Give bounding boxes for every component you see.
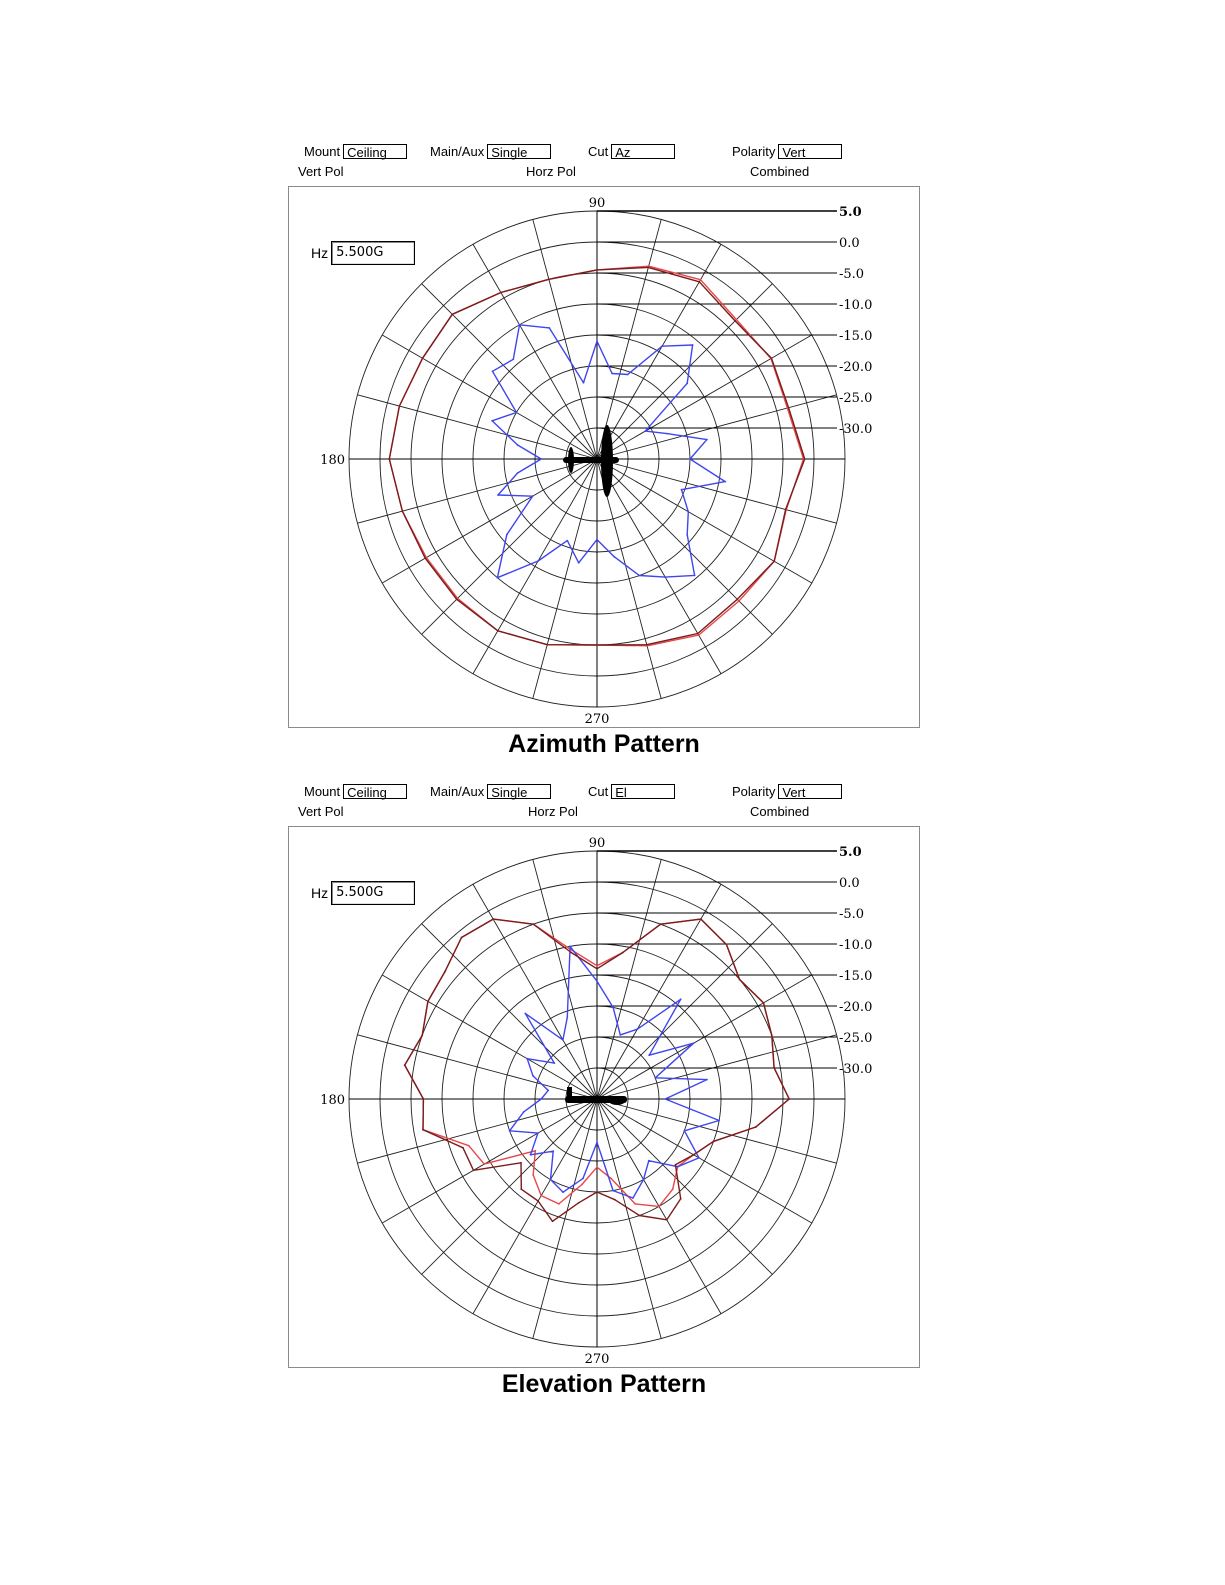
data-point [666,1219,668,1221]
data-point [500,292,502,294]
data-point [771,357,773,359]
radial-tick-label: -25.0 [839,391,873,406]
data-point [773,560,775,562]
data-point [497,577,499,579]
data-point [724,481,726,483]
data-point [516,412,518,414]
azimuth-plot [288,186,920,728]
data-point [610,1178,612,1180]
data-point [689,458,691,460]
polarity-label: Polarity [732,784,776,799]
radial-tick-label: -30.0 [839,1062,873,1077]
radial-tick-label: -20.0 [839,1000,873,1015]
data-point [422,1129,424,1131]
data-point [647,267,649,269]
data-point [700,279,702,281]
data-point [547,1090,549,1092]
azimuth-polar-chart [289,187,921,729]
aircraft-icon [565,1087,627,1105]
data-point [532,1075,534,1077]
data-point [664,576,666,578]
data-point [569,946,571,948]
radial-tick-label: 0.0 [839,236,860,251]
data-point [517,472,519,474]
data-point [693,1154,695,1156]
elevation-polar-chart [289,827,921,1369]
data-point [614,1199,616,1201]
data-point [632,1197,634,1199]
data-point [771,1035,773,1037]
data-point [497,630,499,632]
data-point [423,1098,425,1100]
main-aux-control[interactable] [430,144,551,159]
data-point [492,370,494,372]
data-point [622,952,624,954]
data-point [736,319,738,321]
mount-field[interactable]: Ceiling [343,784,407,799]
data-point [788,407,790,409]
data-point [675,1164,677,1166]
mount-field[interactable]: Ceiling [343,144,407,159]
control-row [288,140,920,164]
azimuth-panel [288,140,920,759]
data-point [654,1077,656,1079]
legend-vert-pol-label: Vert Pol [298,804,344,819]
data-point [402,510,404,512]
hz-field[interactable]: 5.500G [331,881,415,905]
data-point [785,509,787,511]
data-point [520,1188,522,1190]
data-point [698,634,700,636]
hz-control[interactable] [311,881,415,905]
data-point [532,495,534,497]
data-point [578,562,580,564]
data-point [693,1042,695,1044]
data-point [491,420,493,422]
radial-tick-label: -5.0 [839,907,865,922]
data-point [643,1179,645,1181]
data-point [686,534,688,536]
data-point [581,1184,583,1186]
data-point [583,382,585,384]
elevation-plot [288,826,920,1368]
data-point [596,539,598,541]
series-horz-pol [509,946,720,1199]
data-point [636,1028,638,1030]
polarity-label: Polarity [732,144,776,159]
hz-label: Hz [311,245,329,261]
data-point [738,600,740,602]
data-point [698,1157,700,1159]
data-point [596,1142,598,1144]
data-point [658,1206,660,1208]
data-point [578,1202,580,1204]
data-point [661,345,663,347]
radial-tick-label: 0.0 [839,876,860,891]
main-aux-label: Main/Aux [430,144,485,159]
data-point [648,1054,650,1056]
data-point [666,433,668,435]
data-point [537,560,539,562]
mount-control[interactable] [304,784,407,799]
elevation-panel [288,780,920,1399]
data-point [664,1098,666,1100]
legend-combined-label: Combined [750,164,810,179]
data-point [627,374,629,376]
data-point [644,430,646,432]
data-point [552,1220,554,1222]
data-point [596,1191,598,1193]
data-point [582,1178,584,1180]
data-point [763,1002,765,1004]
hz-control[interactable] [311,241,415,265]
legend-horz-pol-label: Horz Pol [528,804,578,819]
data-point [461,937,463,939]
data-point [734,320,736,322]
mount-label: Mount [304,784,341,799]
radial-tick-label: 5.0 [839,845,862,860]
data-point [546,644,548,646]
legend [288,804,920,822]
data-point [773,1067,775,1069]
data-point [639,1215,641,1217]
data-point [456,598,458,600]
mount-control[interactable] [304,144,407,159]
data-point [562,1039,564,1041]
radial-tick-label: -5.0 [839,267,865,282]
radial-tick-label: -15.0 [839,329,873,344]
data-point [596,980,598,982]
control-row [288,780,920,804]
data-point [540,1195,542,1197]
data-point [552,1150,554,1152]
data-point [739,979,741,981]
radial-tick-label: -15.0 [839,969,873,984]
legend [288,164,920,182]
data-point [530,1154,532,1156]
legend-combined-label: Combined [750,804,810,819]
data-point [451,313,453,315]
data-point [534,1150,536,1152]
data-point [506,534,508,536]
data-point [473,1169,475,1171]
data-point [537,1200,539,1202]
data-point [700,918,702,920]
polarity-control[interactable] [732,144,842,159]
data-point [684,1130,686,1132]
data-point [422,357,424,359]
data-point [424,557,426,559]
data-point [520,1162,522,1164]
legend-vert-pol [298,164,344,179]
data-point [427,1001,429,1003]
radial-tick-label: -10.0 [839,298,873,313]
data-point [404,1064,406,1066]
data-point [533,923,535,925]
legend-horz-pol [526,164,576,179]
legend-horz-pol-label: Horz Pol [526,164,576,179]
data-point [562,1191,564,1193]
data-point [492,918,494,920]
angle-label-270: 270 [584,1352,610,1367]
data-point [553,1062,555,1064]
data-point [512,358,514,360]
data-point [681,489,683,491]
data-point [444,971,446,973]
data-point [612,1190,614,1192]
data-point [713,1141,715,1143]
cut-control[interactable] [588,784,675,799]
angle-label-90: 90 [588,196,606,211]
legend-vert-pol [298,804,344,819]
data-point [524,1013,526,1015]
data-point [523,1111,525,1113]
data-point [680,1198,682,1200]
radial-tick-label: -25.0 [839,1031,873,1046]
data-point [537,1132,539,1134]
aircraft-tail [568,447,574,473]
mount-label: Mount [304,144,341,159]
data-point [706,439,708,441]
polarity-field[interactable]: Vert [778,784,842,799]
data-point [612,1007,614,1009]
data-point [550,1179,552,1181]
cut-field[interactable]: Az [611,144,675,159]
radial-tick-label: -20.0 [839,360,873,375]
data-point [596,1166,598,1168]
cut-control[interactable] [588,144,675,159]
cut-label: Cut [588,784,609,799]
data-point [619,1034,621,1036]
data-point [718,1120,720,1122]
aircraft-nose [609,1097,625,1105]
cut-label: Cut [588,144,609,159]
data-point [526,1058,528,1060]
data-point [596,968,598,970]
data-point [687,511,689,513]
data-point [388,458,390,460]
angle-label-180: 180 [320,453,345,468]
data-point [399,405,401,407]
radial-tick-label: -10.0 [839,938,873,953]
data-point [646,644,648,646]
data-point [566,540,568,542]
data-point [686,382,688,384]
radial-tick-label: 5.0 [839,205,862,220]
data-point [566,1017,568,1019]
data-point [483,1163,485,1165]
data-point [519,324,521,326]
data-point [706,1079,708,1081]
cut-field[interactable]: El [611,784,675,799]
hz-field[interactable]: 5.500G [331,241,415,265]
angle-label-90: 90 [588,836,606,851]
legend-combined [750,804,809,819]
data-point [660,923,662,925]
data-point [677,1166,679,1168]
aircraft-tail [567,1087,572,1097]
data-point [736,598,738,600]
radial-tick-label: -30.0 [839,422,873,437]
data-point [698,281,700,283]
angle-label-270: 270 [584,712,610,727]
data-point [540,1098,542,1100]
polarity-field[interactable]: Vert [778,144,842,159]
data-point [421,1035,423,1037]
data-point [613,556,615,558]
data-point [462,1147,464,1149]
data-point [611,373,613,375]
data-point [509,1130,511,1132]
data-point [755,1126,757,1128]
data-point [692,344,694,346]
main-aux-label: Main/Aux [430,784,485,799]
legend-combined [750,164,809,179]
polarity-control[interactable] [732,784,842,799]
data-point [596,644,598,646]
data-point [672,1188,674,1190]
hz-label: Hz [311,885,329,901]
main-aux-field[interactable]: Single [487,784,551,799]
data-point [726,944,728,946]
data-point [548,327,550,329]
data-point [570,952,572,954]
data-point [596,340,598,342]
angle-label-180: 180 [320,1093,345,1108]
data-point [648,1160,650,1162]
data-point [596,965,598,967]
data-point [532,1174,534,1176]
data-point [788,1098,790,1100]
data-point [517,444,519,446]
azimuth-title: Azimuth Pattern [508,730,700,758]
main-aux-control[interactable] [430,784,551,799]
data-point [804,458,806,460]
data-point [680,998,682,1000]
data-point [558,1203,560,1205]
legend-vert-pol-label: Vert Pol [298,164,344,179]
data-point [468,1145,470,1147]
data-point [694,575,696,577]
data-point [596,269,598,271]
data-point [639,575,641,577]
data-point [697,633,699,635]
data-point [634,1203,636,1205]
data-point [497,494,499,496]
data-point [540,458,542,460]
data-point [548,278,550,280]
main-aux-field[interactable]: Single [487,144,551,159]
elevation-title: Elevation Pattern [501,1370,707,1398]
legend-horz-pol [528,804,578,819]
